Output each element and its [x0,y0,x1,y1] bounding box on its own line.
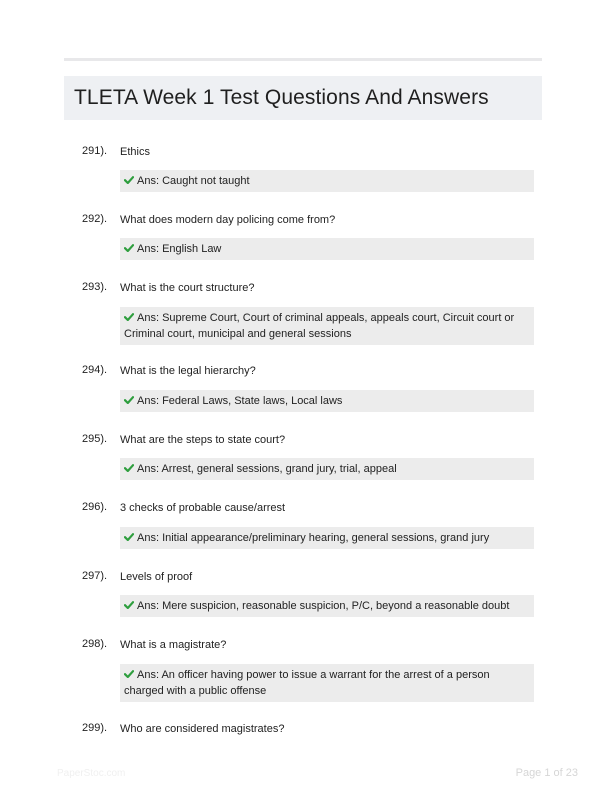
answer-text: Ans: An officer having power to issue a warrant for the arrest of a person charged with a public offense [124,669,490,697]
answer-box [120,307,534,345]
question-number: 297). [82,570,108,582]
answer-box [120,664,534,702]
check-icon [124,601,134,609]
question-number: 298). [82,638,108,650]
answer-text: Ans: Caught not taught [137,175,250,187]
check-icon [124,244,134,252]
answer-text: Ans: Mere suspicion, reasonable suspicion, P/C, beyond a reasonable doubt [137,600,510,612]
question-text: What is the court structure? [120,282,255,294]
question-number: 295). [82,433,108,445]
question-text: Ethics [120,146,150,158]
title-bar [64,76,542,120]
footer-watermark: PaperStoc.com [57,768,126,779]
page-indicator: Page 1 of 23 [515,767,578,779]
answer-box [120,458,534,480]
question-number: 299). [82,722,108,734]
check-icon [124,670,134,678]
answer-box [120,238,534,260]
check-icon [124,396,134,404]
question-number: 292). [82,213,108,225]
question-text: What does modern day policing come from? [120,214,336,226]
question-text: What is a magistrate? [120,639,227,651]
answer-box [120,170,534,192]
question-number: 291). [82,145,108,157]
answer-text: Ans: English Law [137,243,222,255]
document-title: TLETA Week 1 Test Questions And Answers [74,86,489,109]
top-divider [64,58,542,61]
question-text: What are the steps to state court? [120,434,286,446]
check-icon [124,533,134,541]
check-icon [124,464,134,472]
question-text: What is the legal hierarchy? [120,365,256,377]
answer-text: Ans: Initial appearance/preliminary hearing, general sessions, grand jury [137,532,490,544]
question-text: Who are considered magistrates? [120,723,285,735]
answer-box [120,390,534,412]
check-icon [124,313,134,321]
answer-box [120,527,534,549]
answer-box [120,595,534,617]
answer-text: Ans: Federal Laws, State laws, Local laws [137,395,343,407]
answer-text: Ans: Supreme Court, Court of criminal appeals, appeals court, Circuit court or Criminal court, municipal and general sessions [124,312,515,340]
question-number: 296). [82,501,108,513]
question-text: 3 checks of probable cause/arrest [120,502,286,514]
question-number: 294). [82,364,108,376]
question-number: 293). [82,281,108,293]
question-text: Levels of proof [120,571,193,583]
check-icon [124,176,134,184]
answer-text: Ans: Arrest, general sessions, grand jury, trial, appeal [137,463,397,475]
